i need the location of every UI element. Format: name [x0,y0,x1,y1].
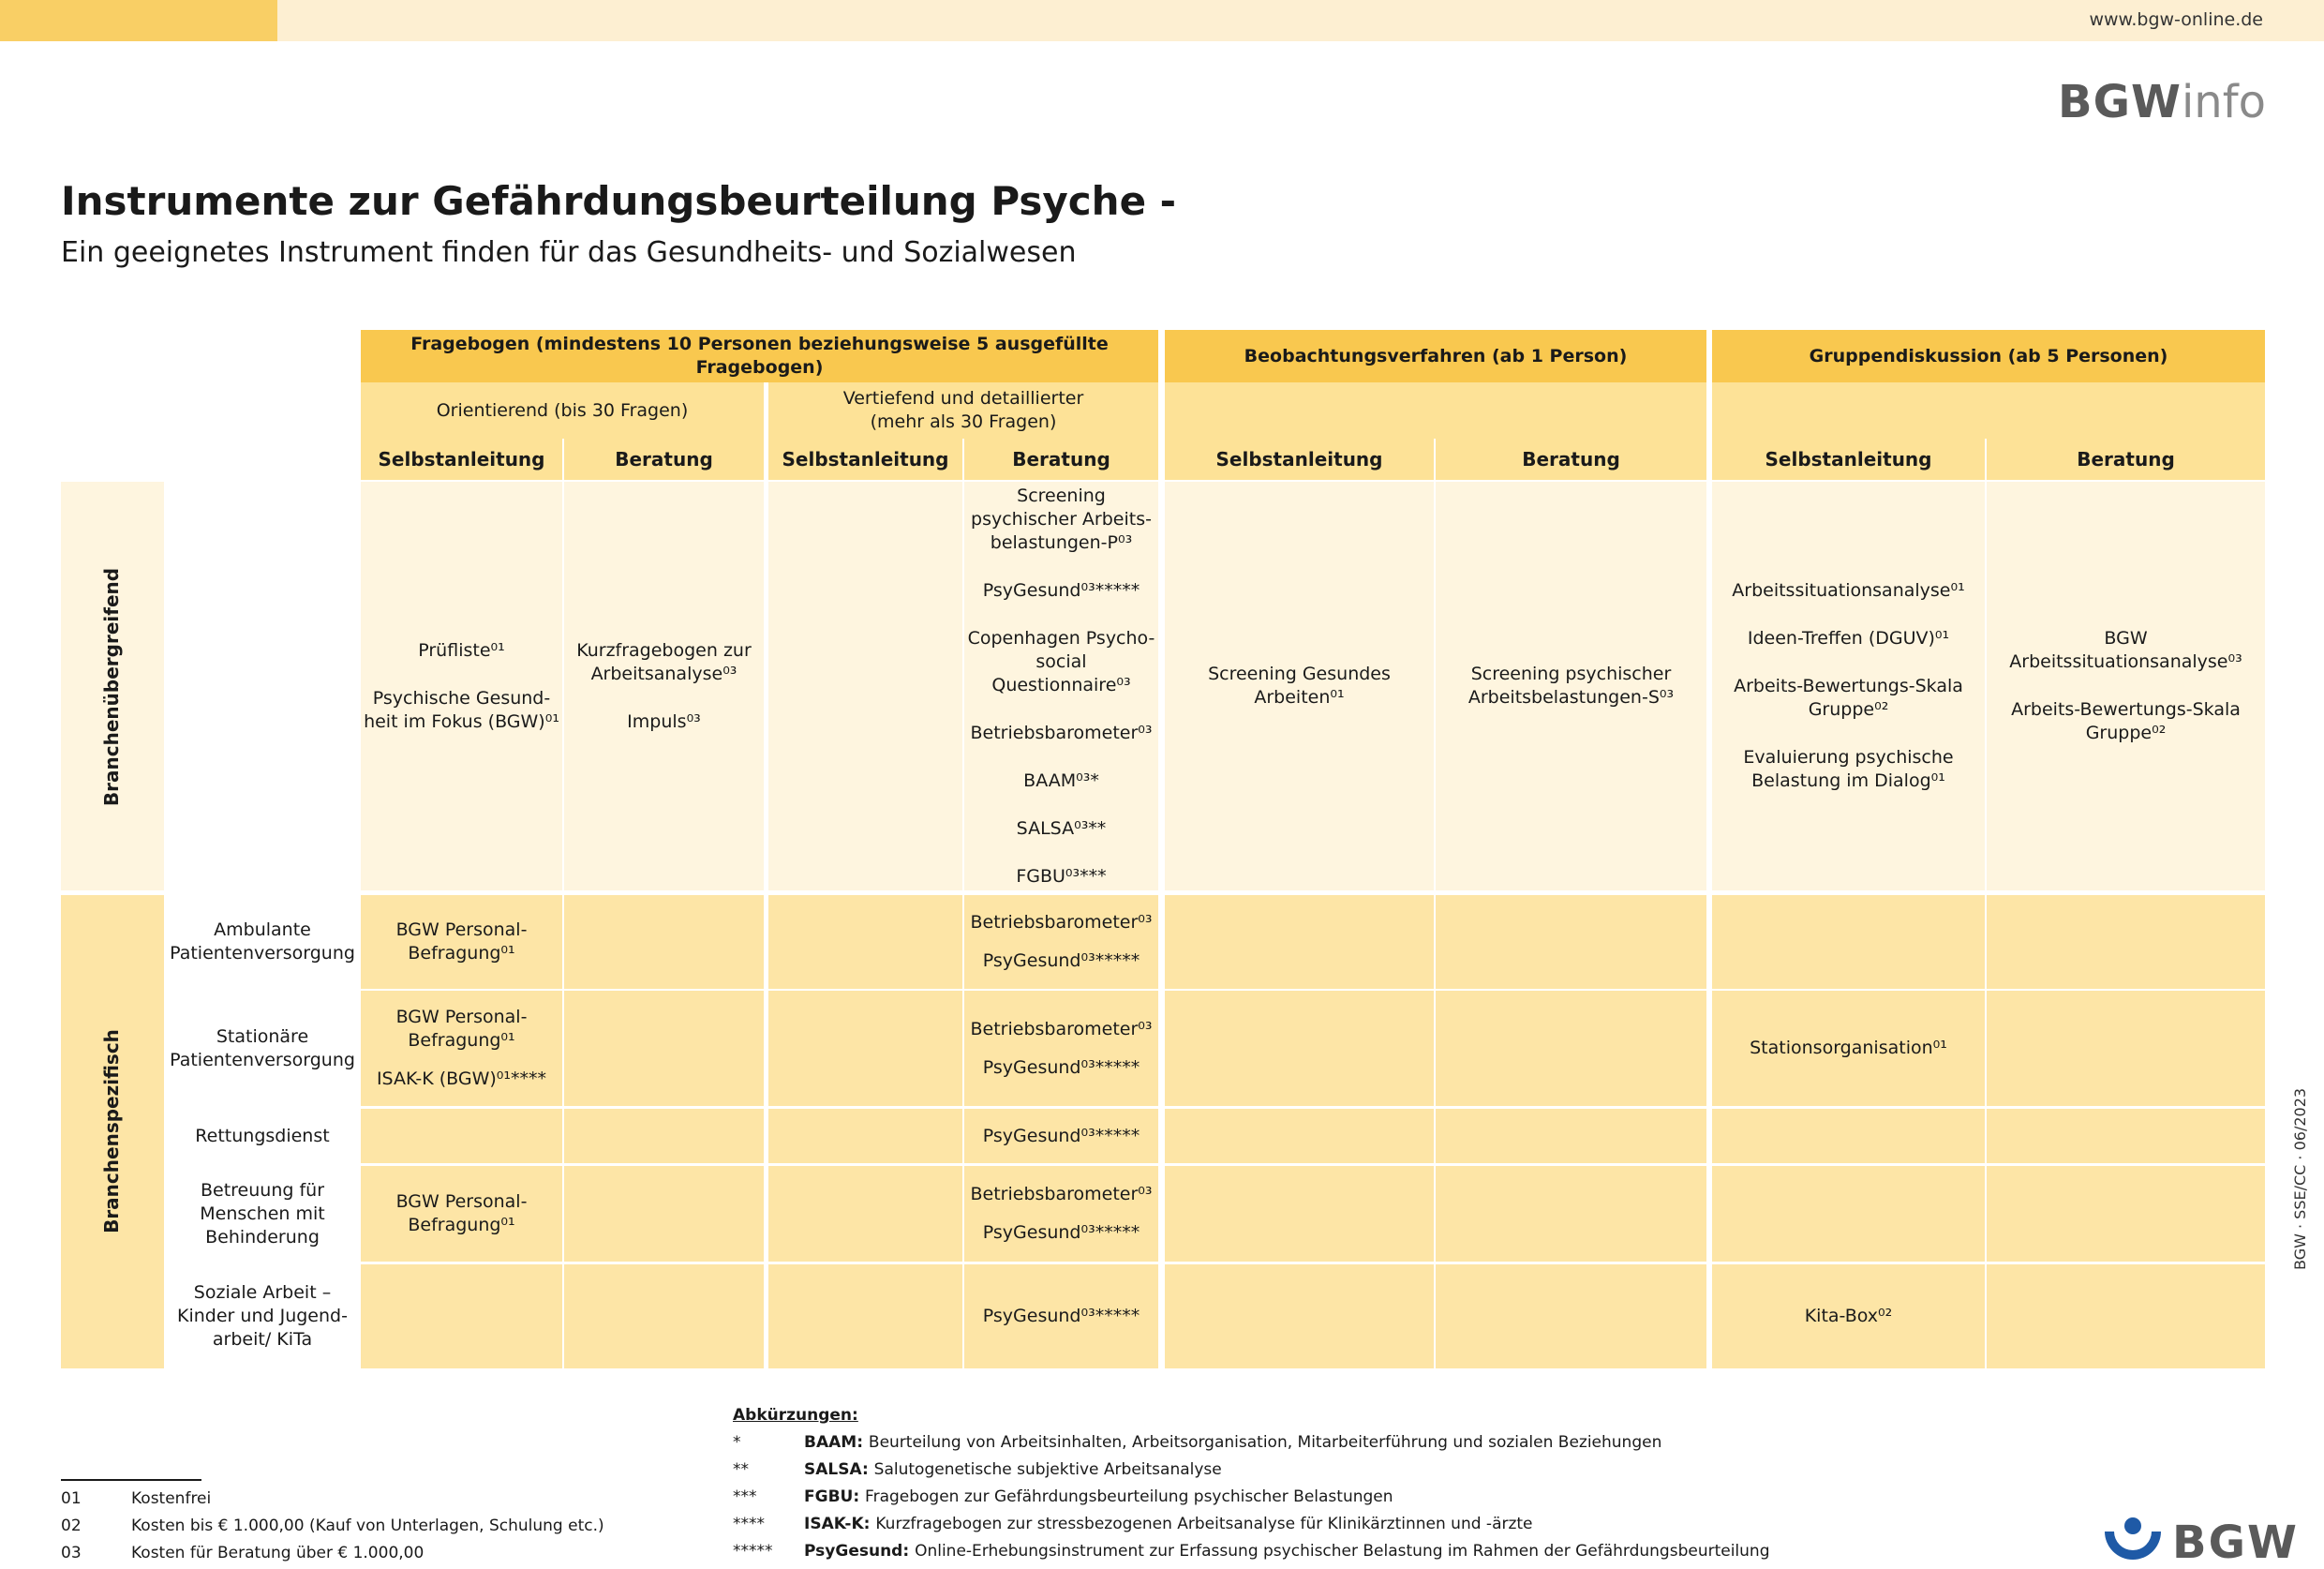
spezifisch-cell-c2 [564,1109,764,1163]
col-header-selbst-2: Selbstanleitung [768,439,962,480]
instrument-entry: BGW Personal-Befragung⁰¹ [395,1191,528,1235]
abbreviation-text: Fragebogen zur Gefährdungsbeurteilung psychischer Belastungen [865,1487,1393,1506]
spezifisch-cell-c3 [768,895,962,989]
abbreviation-item [733,1433,1661,1452]
spezifisch-cell-c1 [361,1109,562,1163]
abbreviation-text: Salutogenetische subjektive Arbeitsanalyse [873,1460,1222,1479]
abbreviation-mark: ***** [733,1542,773,1561]
row-label: Ambulante Patientenversorgung [164,895,361,989]
bgw-logo-text: BGW [2172,1517,2299,1569]
abbreviation-mark: **** [733,1515,765,1533]
uebergreifend-c3 [768,482,962,890]
spezifisch-cell-c8 [1987,895,2265,989]
abbreviation-item [733,1487,1393,1506]
instrument-entry: ISAK-K (BGW)⁰¹**** [376,1068,547,1089]
spezifisch-cell-c8 [1987,1109,2265,1163]
spezifisch-cell-c4 [964,895,1158,989]
instrument-entry: Stationsorganisation⁰¹ [1750,1038,1947,1058]
spezifisch-cell-c4 [964,991,1158,1106]
col-header-beratung-1: Beratung [564,439,764,480]
instrument-entry: Evaluierung psychische Belastung im Dialog⁰¹ [1743,747,1954,791]
top-bar [0,0,2324,41]
subgroup-vertiefend: Vertiefend und detaillierter (mehr als 30 Fragen) [768,382,1158,439]
instrument-entry: Betriebsbarometer⁰³ [970,1018,1153,1039]
spezifisch-cell-c6 [1436,1109,1706,1163]
spezifisch-cell-c3 [768,1166,962,1262]
instrument-entry: BGW Personal-Befragung⁰¹ [395,919,528,964]
footnote-item [61,1489,211,1508]
uebergreifend-c2 [564,482,764,890]
spezifisch-cell-c7 [1712,1109,1985,1163]
instrument-entry: Betriebsbarometer⁰³ [970,1184,1153,1204]
spezifisch-cell-c5 [1165,991,1434,1106]
section-label-spezifisch: Branchenspezifisch [100,1029,123,1233]
row-label: Stationäre Patientenversorgung [164,991,361,1106]
subgroup-beobachtung-blank [1165,382,1706,439]
abbreviation-key: PsyGesund: [804,1542,916,1561]
instrument-entry: Psychische Gesund-heit im Fokus (BGW)⁰¹ [364,687,559,732]
instrument-entry: PsyGesund⁰³***** [982,1222,1140,1243]
section-label-uebergreifend: Branchenübergreifend [100,567,123,807]
abbreviation-text: Beurteilung von Arbeitsinhalten, Arbeitsorganisation, Mitarbeiterführung und sozialen Beziehungen [868,1433,1662,1452]
abbreviation-key: FGBU: [804,1487,866,1506]
abbreviation-text: Online-Erhebungsinstrument zur Erfassung psychischer Belastung im Rahmen der Gefährdungsbeurteilung [915,1542,1770,1561]
spezifisch-cell-c6 [1436,991,1706,1106]
abbreviations-title: Abkürzungen: [733,1406,858,1425]
spezifisch-cell-c7 [1712,1166,1985,1262]
footnote-item [61,1517,604,1535]
spezifisch-cell-c4 [964,1166,1158,1262]
instrument-entry: BAAM⁰³* [1023,770,1099,791]
footnote-item [61,1544,424,1562]
abbreviation-item [733,1515,1533,1533]
group-header-beobachtung: Beobachtungsverfahren (ab 1 Person) [1165,330,1706,382]
col-header-selbst-1: Selbstanleitung [361,439,562,480]
instrument-entry: Betriebsbarometer⁰³ [970,722,1153,743]
spezifisch-cell-c2 [564,895,764,989]
instrument-entry: PsyGesund⁰³***** [982,1125,1140,1146]
footnote-number: 01 [61,1489,82,1508]
spezifisch-cell-c6 [1436,1264,1706,1368]
instrument-entry: PsyGesund⁰³***** [982,950,1140,971]
uebergreifend-c6 [1436,482,1706,890]
instrument-entry: Prüfliste⁰¹ [418,639,505,661]
subgroup-orientierend: Orientierend (bis 30 Fragen) [361,382,764,439]
spezifisch-cell-c1 [361,991,562,1106]
instrument-entry: Betriebsbarometer⁰³ [970,912,1153,933]
instrument-entry: Kurzfragebogen zur Arbeitsanalyse⁰³ [576,639,752,684]
instrument-entry: PsyGesund⁰³***** [982,1306,1140,1326]
page-title: Instrumente zur Gefährdungsbeurteilung Psyche - [61,178,1177,224]
abbreviation-mark: *** [733,1487,757,1506]
top-bar-accent [0,0,277,41]
instrument-entry: PsyGesund⁰³***** [982,579,1140,601]
uebergreifend-c5 [1165,482,1434,890]
group-header-fragebogen: Fragebogen (mindestens 10 Personen beziehungsweise 5 ausgefüllte Fragebogen) [361,330,1158,382]
abbreviation-item [733,1460,1222,1479]
uebergreifend-c8 [1987,482,2265,890]
group-header-gruppe: Gruppendiskussion (ab 5 Personen) [1712,330,2265,382]
row-label: Soziale Arbeit – Kinder und Jugend-arbeit/ KiTa [164,1264,361,1368]
spezifisch-cell-c6 [1436,895,1706,989]
instrument-entry: Screening psychischer Arbeits-belastungen-P⁰³ [971,485,1152,553]
spezifisch-cell-c3 [768,1109,962,1163]
instrument-entry: SALSA⁰³** [1016,817,1107,839]
footnote-rule [61,1479,201,1481]
document-code: BGW · SSE/CC · 06/2023 [2291,1087,2309,1270]
instrument-entry: Arbeits-Bewertungs-Skala Gruppe⁰² [1734,676,1963,720]
abbreviation-item [733,1542,1770,1561]
col-header-beratung-4: Beratung [1987,439,2265,480]
spezifisch-cell-c2 [564,1264,764,1368]
instrument-entry: Copenhagen Psycho-social Questionnaire⁰³ [967,627,1155,695]
spezifisch-cell-c8 [1987,1264,2265,1368]
spezifisch-cell-c1 [361,1166,562,1262]
instrument-entry: Arbeitssituationsanalyse⁰¹ [1732,580,1965,601]
spezifisch-cell-c2 [564,991,764,1106]
spezifisch-cell-c1 [361,1264,562,1368]
instrument-entry: BGW Arbeitssituationsanalyse⁰³ [2009,628,2242,672]
brand-bgw: BGW [2058,76,2182,128]
instrument-entry: PsyGesund⁰³***** [982,1056,1140,1078]
row-label: Betreuung für Menschen mit Behinderung [164,1166,361,1262]
col-header-selbst-3: Selbstanleitung [1165,439,1434,480]
spezifisch-cell-c1 [361,895,562,989]
instrument-entry: FGBU⁰³*** [1016,865,1107,887]
abbreviation-text: Kurzfragebogen zur stressbezogenen Arbeitsanalyse für Klinikärztinnen und -ärzte [875,1515,1533,1533]
spezifisch-cell-c5 [1165,1264,1434,1368]
col-header-selbst-4: Selbstanleitung [1712,439,1985,480]
spezifisch-cell-c4 [964,1109,1158,1163]
col-header-beratung-3: Beratung [1436,439,1706,480]
instrument-entry: Impuls⁰³ [627,710,701,732]
subgroup-gruppe-blank [1712,382,2265,439]
page-subtitle: Ein geeignetes Instrument finden für das Gesundheits- und Sozialwesen [61,236,1077,269]
uebergreifend-c4 [964,482,1158,890]
abbreviation-mark: * [733,1433,741,1452]
spezifisch-cell-c8 [1987,991,2265,1106]
footnote-text: Kosten bis € 1.000,00 (Kauf von Unterlagen, Schulung etc.) [131,1517,604,1535]
footnote-number: 03 [61,1544,82,1562]
abbreviation-key: BAAM: [804,1433,869,1452]
footnote-text: Kostenfrei [131,1489,212,1508]
instrument-entry: Kita-Box⁰² [1804,1306,1893,1326]
spezifisch-cell-c5 [1165,895,1434,989]
abbreviation-mark: ** [733,1460,749,1479]
uebergreifend-row-label-blank [164,482,361,890]
spezifisch-cell-c3 [768,991,962,1106]
spezifisch-cell-c3 [768,1264,962,1368]
bgw-info-brand [2058,77,2266,127]
instrument-entry: Screening psychischer Arbeitsbelastungen-S⁰³ [1467,664,1675,708]
footnote-number: 02 [61,1517,82,1535]
instrument-entry: Ideen-Treffen (DGUV)⁰¹ [1747,628,1950,649]
col-header-beratung-2: Beratung [964,439,1158,480]
instrument-entry: Screening Gesundes Arbeiten⁰¹ [1208,664,1391,708]
spezifisch-cell-c7 [1712,1264,1985,1368]
spezifisch-cell-c7 [1712,991,1985,1106]
spezifisch-cell-c5 [1165,1166,1434,1262]
brand-info: info [2181,76,2266,128]
spezifisch-cell-c4 [964,1264,1158,1368]
footnote-text: Kosten für Beratung über € 1.000,00 [131,1544,425,1562]
row-label: Rettungsdienst [164,1109,361,1163]
instrument-entry: BGW Personal-Befragung⁰¹ [395,1007,528,1051]
spezifisch-cell-c5 [1165,1109,1434,1163]
uebergreifend-c7 [1712,482,1985,890]
spezifisch-cell-c2 [564,1166,764,1262]
website-url[interactable]: www.bgw-online.de [2089,9,2263,30]
uebergreifend-c1 [361,482,562,890]
abbreviation-key: ISAK-K: [804,1515,876,1533]
instrument-entry: Arbeits-Bewertungs-Skala Gruppe⁰² [2011,699,2241,743]
spezifisch-cell-c7 [1712,895,1985,989]
abbreviation-key: SALSA: [804,1460,874,1479]
spezifisch-cell-c6 [1436,1166,1706,1262]
spezifisch-cell-c8 [1987,1166,2265,1262]
